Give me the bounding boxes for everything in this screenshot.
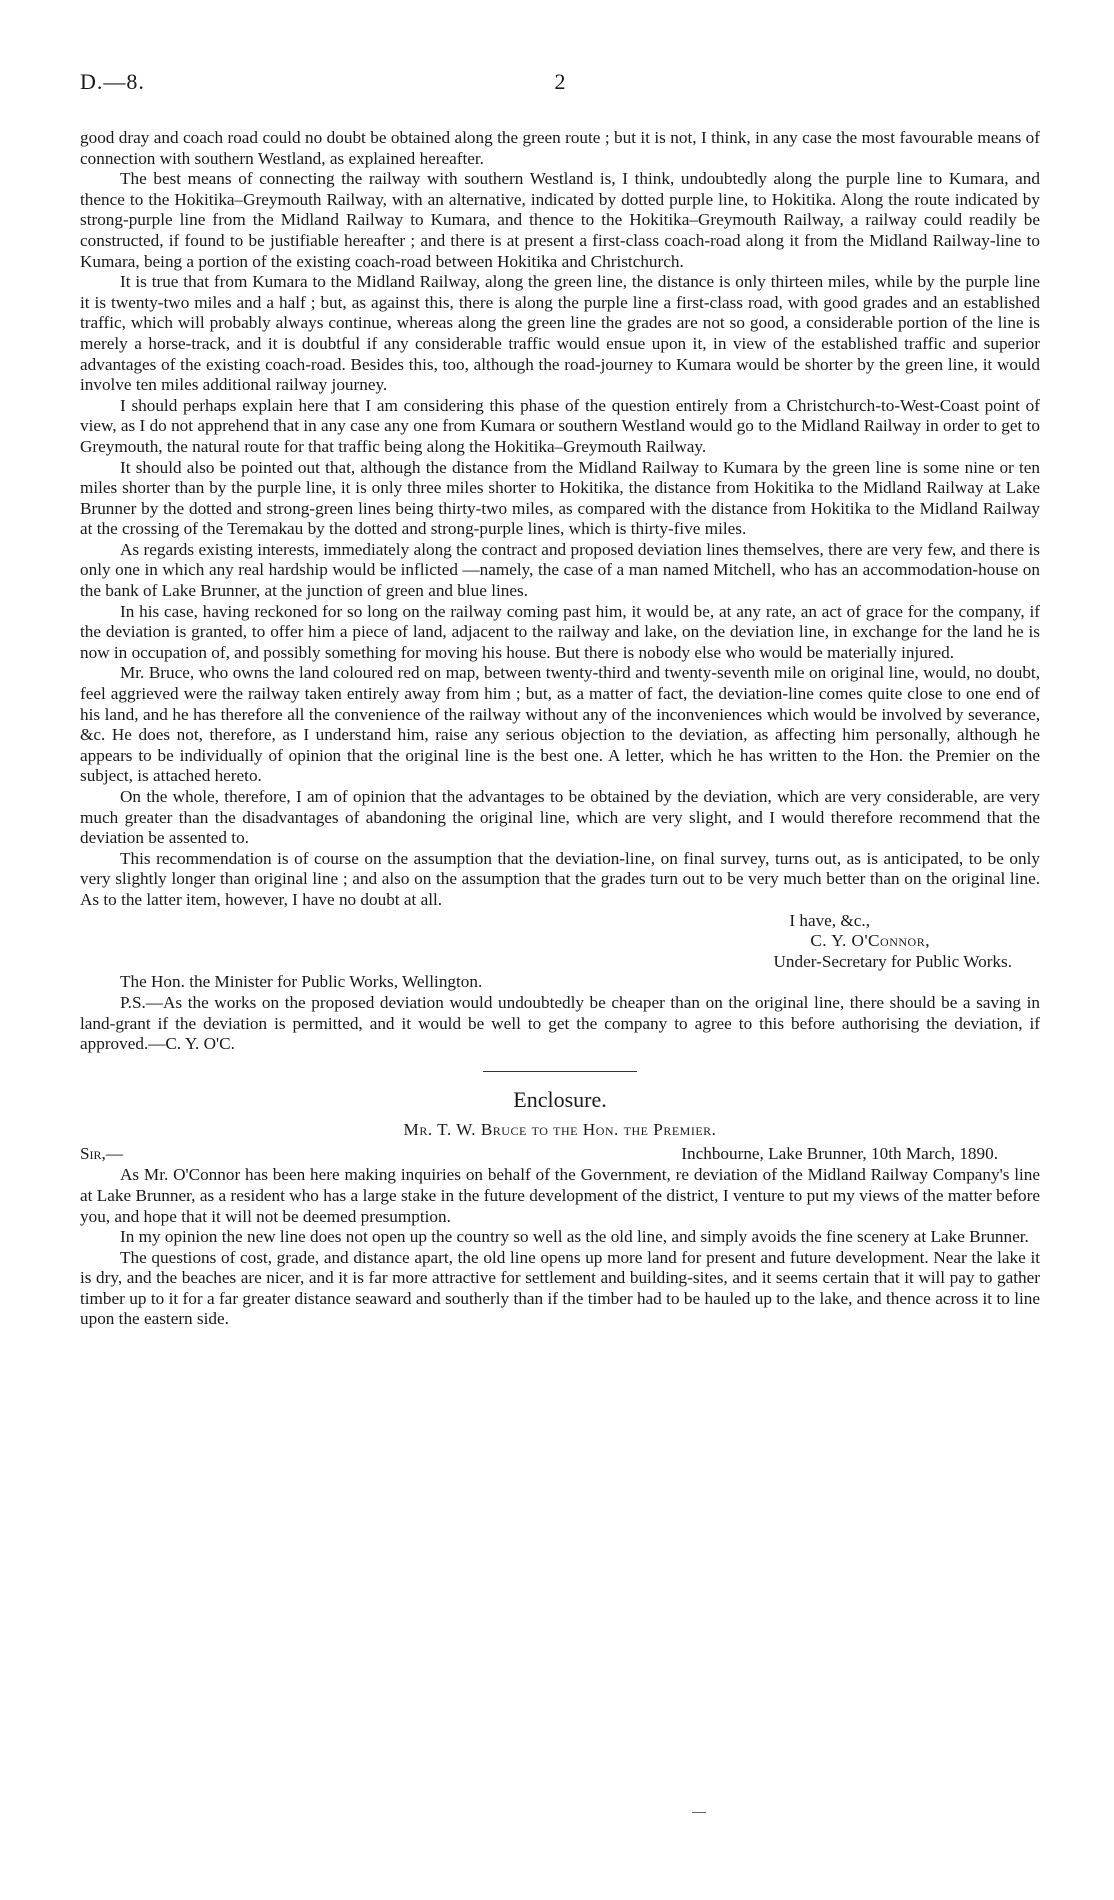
paragraph: This recommendation is of course on the assumption that the deviation-line, on final survey, turns out, as is anticipated, to be only very slightly longer than original line ; and also on the assumption that the grades turn out to be very much better than on the original line. As to the latter item, however, I have no doubt at all. [80,848,1040,909]
enclosure-paragraph: As Mr. O'Connor has been here making inquiries on behalf of the Government, re deviation of the Midland Railway Company's line at Lake Brunner, as a resident who has a large stake in the future development of the district, I venture to put my views of the matter before you, and hope that it will not be deemed presumption. [80,1165,1040,1226]
paragraph: On the whole, therefore, I am of opinion that the advantages to be obtained by the deviation, which are very considerable, are very much greater than the disadvantages of abandoning the original line, which are very slight, and I would therefore recommend that the deviation be assented to. [80,787,1040,848]
document-reference: D.—8. [80,69,145,94]
page-header [80,69,1040,100]
enclosure-paragraph: In my opinion the new line does not open up the country so well as the old line, and simply avoids the fine scenery at Lake Brunner. [120,1227,1029,1247]
paragraph: In his case, having reckoned for so long on the railway coming past him, it would be, at any rate, an act of grace for the company, if the deviation is granted, to offer him a piece of land, adjacent to the railway and lake, on the deviation line, in exchange for the land he is now in occupation of, and possibly something for moving his house. But there is nobody else who would be materially injured. [80,601,1040,662]
postscript: P.S.—As the works on the proposed deviation would undoubtedly be cheaper than on the original line, there should be a saving in land-grant if the deviation is permitted, and it would be well to get the company to agree to this before authorising the deviation, if approved.—C. Y. O'C. [80,992,1040,1054]
section-divider [483,1071,637,1072]
signature-block [80,911,1040,973]
page-number: 2 [554,69,566,94]
enclosure-paragraph: The questions of cost, grade, and distance apart, the old line opens up more land for present and future development. Near the lake it is dry, and the beaches are nicer, and it is far more attractive for settlement and building-sites, and it seems certain that it will pay to gather timber up to it for a far greater distance seaward and southerly than if the timber had to be hauled up to the lake, and thence across it to line upon the eastern side. [80,1247,1040,1329]
paragraph: The best means of connecting the railway with southern Westland is, I think, undoubtedly along the purple line to Kumara, and thence to the Hokitika–Greymouth Railway, with an alternative, indicated by dotted purple line, to Hokitika. Along the route indicated by strong-purple line from the Midland Railway to Kumara, and thence to the Hokitika–Greymouth Railway, a railway could readily be constructed, if found to be justifiable hereafter ; and there is at present a first-class coach-road along it from the Midland Railway-line to Kumara, being a portion of the existing coach-road between Hokitika and Christchurch. [80,169,1040,271]
paragraph: As regards existing interests, immediately along the contract and proposed deviation lines themselves, there are very few, and there is only one in which any real hardship would be inflicted —namely, the case of a man named Mitchell, who has an accommodation-house on the bank of Lake Brunner, at the junction of green and blue lines. [80,539,1040,601]
paragraph: I should perhaps explain here that I am considering this phase of the question entirely from a Christchurch-to-West-Coast point of view, as I do not apprehend that in any case any one from Kumara or southern Westland would go to the Midland Railway in order to get to Greymouth, the natural route for that traffic being along the Hokitika–Greymouth Railway. [80,395,1040,456]
signature-name: C. Y. O'Connor, [810,931,930,951]
printer-mark [692,1812,706,1813]
signature-title: Under-Secretary for Public Works. [773,951,1012,971]
paragraph: good dray and coach road could no doubt be obtained along the green route ; but it is not, I think, in any case the most favourable means of connection with southern Westland, as explained hereafter. [80,128,1040,168]
paragraph: Mr. Bruce, who owns the land coloured red on map, between twenty-third and twenty-seventh mile on original line, would, no doubt, feel aggrieved were the railway taken entirely away from him ; but, as a matter of fact, the deviation-line comes quite close to one end of his land, and he has therefore all the convenience of the railway without any of the inconveniences which would be involved by severance, &c. He does not, therefore, as I understand him, raise any serious objection to the deviation, as affecting him personally, although he appears to be individually of opinion that the original line is the best one. A letter, which he has written to the Hon. the Premier on the subject, is attached hereto. [80,663,1040,786]
enclosure-title: Enclosure. [513,1086,607,1112]
salutation-row [80,1144,1040,1165]
addressee: The Hon. the Minister for Public Works, Wellington. [120,972,483,992]
paragraph: It is true that from Kumara to the Midland Railway, along the green line, the distance is only thirteen miles, while by the purple line it is twenty-two miles and a half ; but, as against this, there is along the purple line a first-class road, with good grades and an established traffic, which will probably always continue, whereas along the green line the grades are not so good, a considerable portion of the line is merely a horse-track, and it is doubtful if any considerable traffic would ensue upon it, in view of the established traffic and superior advantages of the existing coach-road. Besides this, too, although the road-journey to Kumara would be shorter by the green line, it would involve ten miles additional railway journey. [80,272,1040,395]
salutation: Sir,— [80,1144,124,1164]
report-body [80,128,1040,1330]
signature-closing: I have, &c., [789,910,870,930]
paragraph: It should also be pointed out that, although the distance from the Midland Railway to Kumara by the green line is some nine or ten miles shorter than by the purple line, it is only three miles shorter to Hokitika, the distance from Hokitika to the Midland Railway at Lake Brunner by the dotted and strong-green lines being thirty-two miles, as compared with the distance from Hokitika to the Midland Railway at the crossing of the Teremakau by the dotted and strong-purple lines, which is thirty-five miles. [80,457,1040,539]
place-date: Inchbourne, Lake Brunner, 10th March, 1890. [681,1144,998,1164]
enclosure-subtitle: Mr. T. W. Bruce to the Hon. the Premier. [403,1119,717,1139]
